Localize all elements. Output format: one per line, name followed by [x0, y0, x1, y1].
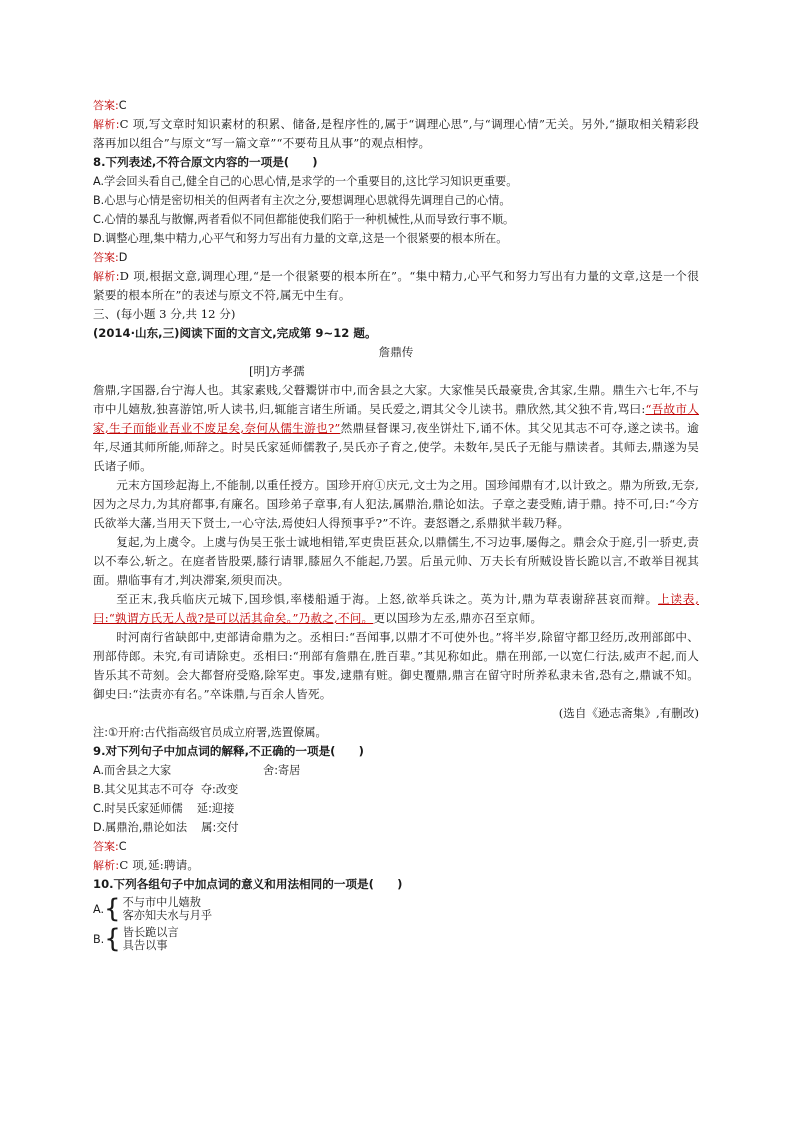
- answer-value: C: [118, 99, 127, 112]
- analysis-label: 解析: [93, 118, 116, 131]
- question-9-option-c: C.时吴氏家延师儒 延:迎接: [93, 802, 235, 815]
- passage-title: 詹鼎传: [378, 345, 414, 359]
- question-9-option-a: A.而舍县之大家 舍:寄居: [93, 764, 301, 777]
- question-8-stem: 8.下列表述,不符合原文内容的一项是( ): [93, 155, 318, 169]
- question-8-option-c: C.心情的暴乱与散懈,两者看似不同但都能使我们陷于一种机械性,从而导致行事不顺。: [93, 213, 515, 226]
- passage-paragraph-5: 时河南行省缺郎中,吏部请命鼎为之。丞相曰:“吾闻事,以鼎才不可使外也。”将半岁,除留守都卫经历,改刑部郎中、刑部侍郎。未究,有司请除吏。丞相曰:“刑部有詹鼎在,胜百辈。”其见称如此。鼎在刑部,一以宽仁行法,威声不起,而人皆乐其不苛刻。会大都督府受赂,除军吏。事发,逮鼎有赃。御史覆鼎,鼎言在留守时所养私隶未省,恐有之,鼎诚不知。御史曰:“法责亦有名。”卒诛鼎,与百余人皆死。: [93, 630, 699, 701]
- question-10-stem: 10.下列各组句子中加点词的意义和用法相同的一项是( ): [93, 877, 403, 891]
- passage-source: (选自《逊志斋集》,有删改): [558, 706, 699, 720]
- footnote: 注:①开府:古代指高级官员成立府署,选置僚属。: [93, 726, 327, 739]
- analysis-text: C 项,写文章时知识素材的积累、储备,是程序性的,属于“调理心思”,与“调理心情”无关。另外,“撷取相关精彩段落再加以组合”与原文“写一篇文章”“不要苟且从事”的观点相悖。: [93, 117, 699, 150]
- question-9-analysis: 解析:C 项,延:聘请。: [93, 858, 200, 872]
- question-9-answer: 答案:C: [93, 840, 127, 853]
- question-8-option-d: D.调整心理,集中精力,心平气和努力写出有力量的文章,这是一个很紧要的根本所在。: [93, 232, 508, 245]
- answer-line: 答案:C: [93, 99, 127, 112]
- question-8-option-b: B.心思与心情是密切相关的但两者有主次之分,要想调理心思就得先调理自己的心情。: [93, 194, 511, 207]
- question-8-analysis: 解析:D 项,根据文意,调理心理,“是一个很紧要的根本所在”。“集中精力,心平气和努力写出有力量的文章,这是一个很紧要的根本所在”的表述与原文不符,属无中生有。: [93, 269, 699, 302]
- passage-paragraph-1: 詹鼎,字国器,台宁海人也。其家素贱,父瞽鬻饼市中,而舍县之大家。大家惟吴氏最豪贵,舍其家,生鼎。鼎生六七年,不与市中儿嬉敖,独喜游馆,听人读书,归,辄能言诸生所诵。吴氏爱之,谓其父令儿读书。鼎欣然,其父独不肯,骂曰:“吾故市人家,生子而能业吾业不废足矣,奈何从儒生游也?”然鼎昼督课习,夜坐饼灶下,诵不休。其父见其志不可夺,遂之读书。逾年,尽通其师所能,师辞之。时吴氏家延师儒教子,吴氏亦子育之,使学。未数年,吴氏子无能与鼎读者。其师去,鼎遂为吴氏诸子师。: [93, 383, 699, 473]
- question-10-option-a: A. { 不与市中儿嬉敖 客亦知夫水与月乎: [93, 894, 213, 924]
- brace-icon: {: [104, 924, 121, 954]
- passage-paragraph-2: 元末方国珍起海上,不能制,以重任授方。国珍开府①庆元,文士为之用。国珍闻鼎有才,以计致之。鼎为所致,无奈,因为之尽力,为其府都事,有廉名。国珍弟子章事,有人犯法,属鼎治,鼎论如法。子章之妻受贿,请于鼎。持不可,曰:“今方氏欲举大藩,当用天下贤士,一心守法,焉使妇人得预事乎?”不许。妻怒谮之,系鼎狱半载乃释。: [93, 478, 699, 530]
- question-9-option-b: B.其父见其志不可夺 夺:改变: [93, 783, 239, 796]
- passage-paragraph-3: 复起,为上虞令。上虞与伪吴王张士诚地相错,军吏贵臣甚众,以鼎儒生,不习边事,屡侮之。鼎会众于庭,引一骄吏,责以不奉公,斩之。在庭者皆股栗,膝行请罪,膝屈久不能起,乃罢。后虽元帅、万夫长有所贼设皆长跪以言,不敢举目视其面。鼎临事有才,判决滞案,须臾而决。: [93, 535, 699, 587]
- question-10-option-b: B. { 皆长跪以言 具告以事: [93, 924, 179, 954]
- document-content: [93, 96, 699, 954]
- passage-author: [明]方孝孺: [249, 364, 305, 378]
- passage-paragraph-4: 至正末,我兵临庆元城下,国珍惧,率楼船遁于海。上怒,欲举兵诛之。英为计,鼎为草表谢辞甚哀而辩。上读表,曰:“孰谓方氏无人哉?是可以活其命矣。”乃赦之,不问。更以国珍为左丞,鼎亦召至京师。: [93, 592, 699, 625]
- analysis-paragraph: 解析:C 项,写文章时知识素材的积累、储备,是程序性的,属于“调理心思”,与“调理心情”无关。另外,“撷取相关精彩段落再加以组合”与原文“写一篇文章”“不要苟且从事”的观点相悖。: [93, 117, 699, 150]
- answer-label: 答案: [93, 99, 115, 112]
- underlined-sentence-1: “吾故市人家,生子而能业吾业不废足矣,奈何从儒生游也?”: [93, 402, 699, 435]
- question-8-option-a: A.学会回头看自己,健全自己的心思心情,是求学的一个重要目的,这比学习知识更重要。: [93, 175, 518, 188]
- section-heading: 三、(每小题 3 分,共 12 分): [93, 307, 236, 321]
- question-8-answer: 答案:D: [93, 251, 128, 264]
- brace-icon: {: [104, 894, 121, 924]
- passage-intro: (2014·山东,三)阅读下面的文言文,完成第 9~12 题。: [93, 326, 377, 340]
- underlined-sentence-2: 上读表,曰:“孰谓方氏无人哉?是可以活其命矣。”乃赦之,不问。: [93, 592, 699, 625]
- question-9-stem: 9.对下列句子中加点词的解释,不正确的一项是( ): [93, 744, 364, 758]
- question-9-option-d: D.属鼎治,鼎论如法 属:交付: [93, 821, 239, 834]
